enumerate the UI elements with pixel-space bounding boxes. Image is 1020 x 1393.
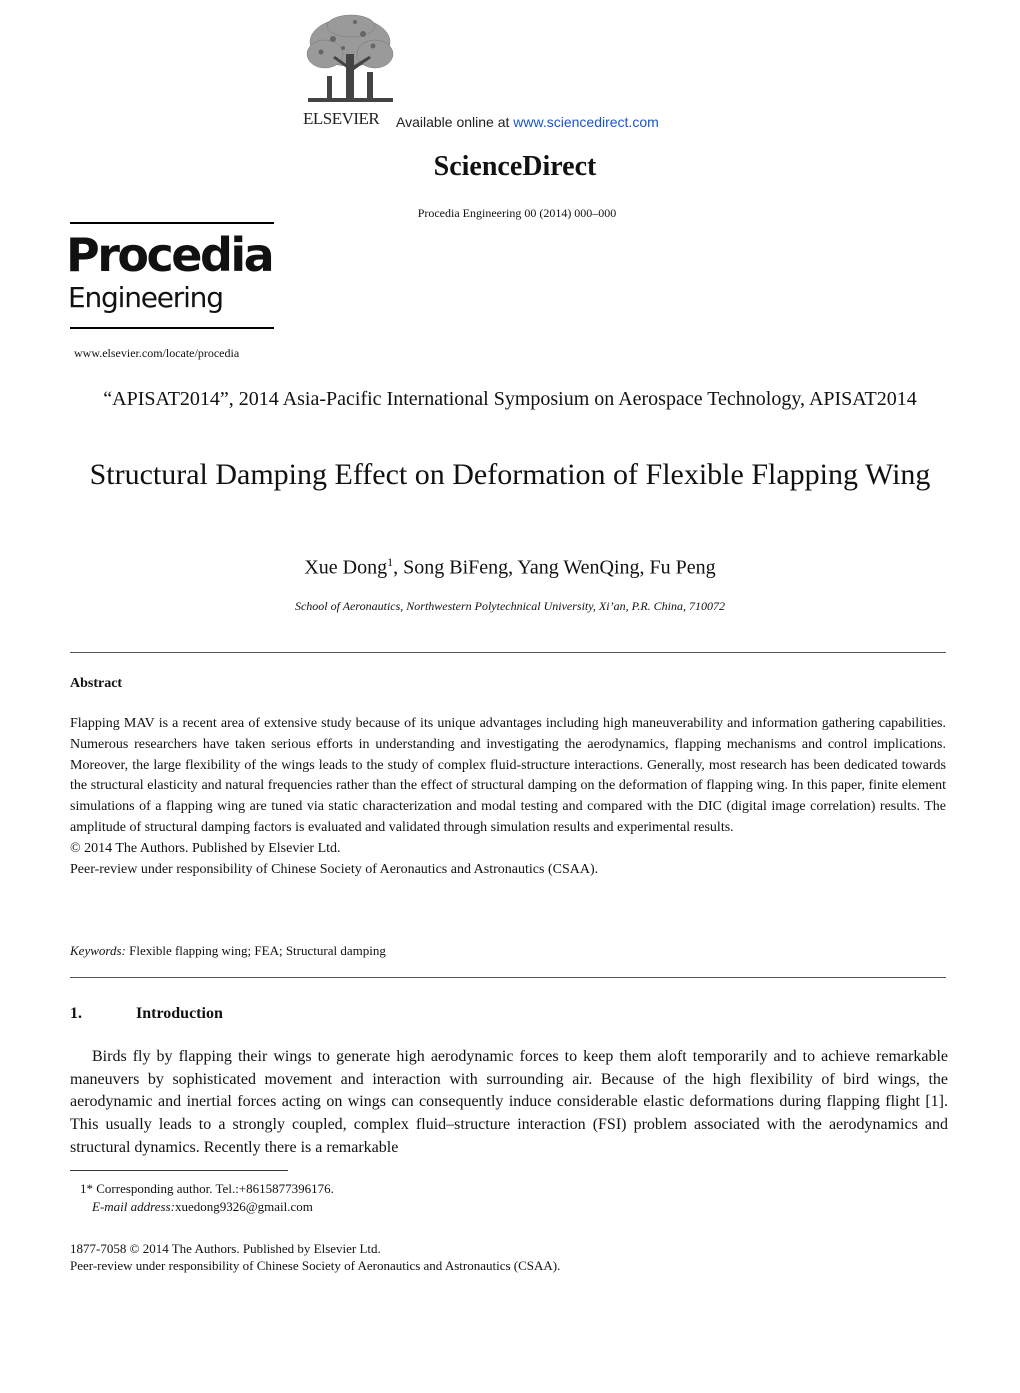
keywords-value: Flexible flapping wing; FEA; Structural damping — [125, 943, 386, 958]
sciencedirect-link[interactable]: www.sciencedirect.com — [513, 114, 659, 130]
section-heading-introduction — [70, 1005, 223, 1023]
elsevier-tree-icon — [303, 14, 398, 114]
abstract-heading: Abstract — [70, 676, 123, 691]
section-number: 1. — [70, 1005, 82, 1022]
journal-logo-word-engineering: Engineering — [68, 281, 223, 314]
footer-peer-review: Peer-review under responsibility of Chinese Society of Aeronautics and Astronautics (CSAA). — [70, 1258, 561, 1273]
availability-line — [396, 114, 659, 130]
keywords-label: Keywords: — [70, 943, 126, 958]
author-footnote-mark: 1 — [387, 555, 394, 569]
email-label: E-mail address: — [92, 1199, 175, 1214]
abstract — [70, 714, 946, 880]
author-list — [70, 555, 950, 580]
divider-top — [70, 652, 946, 653]
journal-url[interactable]: www.elsevier.com/locate/procedia — [74, 346, 240, 360]
section-title: Introduction — [136, 1005, 223, 1022]
journal-logo-top-rule — [70, 222, 274, 224]
affiliation: School of Aeronautics, Northwestern Polytechnical University, Xi’an, P.R. China, 710072 — [294, 599, 726, 613]
available-text: Available online at — [396, 114, 514, 130]
footnote-email — [92, 1199, 313, 1215]
publisher-logo-text: ELSEVIER — [303, 109, 380, 128]
journal-citation: Procedia Engineering 00 (2014) 000–000 — [417, 206, 617, 220]
journal-logo-bottom-rule — [70, 327, 274, 329]
journal-logo-word-procedia: Procedia — [66, 228, 273, 282]
first-author: Xue Dong — [304, 556, 388, 579]
footnote-rule — [70, 1170, 288, 1171]
abstract-peer-review: Peer-review under responsibility of Chinese Society of Aeronautics and Astronautics (CSAA). — [70, 861, 599, 877]
other-authors: , Song BiFeng, Yang WenQing, Fu Peng — [393, 556, 716, 579]
issn-line: 1877-7058 © 2014 The Authors. Published by Elsevier Ltd. — [70, 1241, 381, 1256]
abstract-copyright: © 2014 The Authors. Published by Elsevier Ltd. — [70, 840, 341, 856]
email-address[interactable]: xuedong9326@gmail.com — [174, 1199, 313, 1214]
keywords — [70, 943, 386, 959]
platform-title: ScienceDirect — [433, 151, 597, 182]
introduction-paragraph: Birds fly by flapping their wings to generate high aerodynamic forces to keep them aloft temporarily and to achieve remarkable maneuvers by sophisticated movement and interaction with surrounding air. Because of the high flexibility of bird wings, the aerodynamic and inertial forces acting on wings can consequently induce considerable elastic deformations during flapping flight [1]. This usually leads to a strongly coupled, complex fluid–structure interaction (FSI) problem associated with the aerodynamics and structural dynamics. Recently there is a remarkable — [70, 1048, 948, 1156]
paper-title: Structural Damping Effect on Deformation of Flexible Flapping Wing — [89, 458, 931, 491]
divider-bottom — [70, 977, 946, 978]
footnote-corresponding: 1* Corresponding author. Tel.:+8615877396176. — [80, 1181, 334, 1196]
abstract-text: Flapping MAV is a recent area of extensive study because of its unique advantages including high maneuverability and information gathering capabilities. Numerous researchers have taken serious efforts in understanding and investigating the aerodynamics, flapping mechanisms and control implications. Moreover, the large flexibility of the wings leads to the study of complex fluid-structure interactions. Generally, most research has been dedicated towards the structural elasticity and natural frequencies rather than the effect of structural damping on the deformation of flapping wing. In this paper, finite element simulations of a flapping wing are tuned via static characterization and modal testing and compared with the DIC (digital image correlation) results. The amplitude of structural damping factors is evaluated and validated through simulation results and experimental results. — [70, 716, 946, 835]
conference-name: “APISAT2014”, 2014 Asia-Pacific International Symposium on Aerospace Technology, APISAT2014 — [103, 388, 917, 410]
